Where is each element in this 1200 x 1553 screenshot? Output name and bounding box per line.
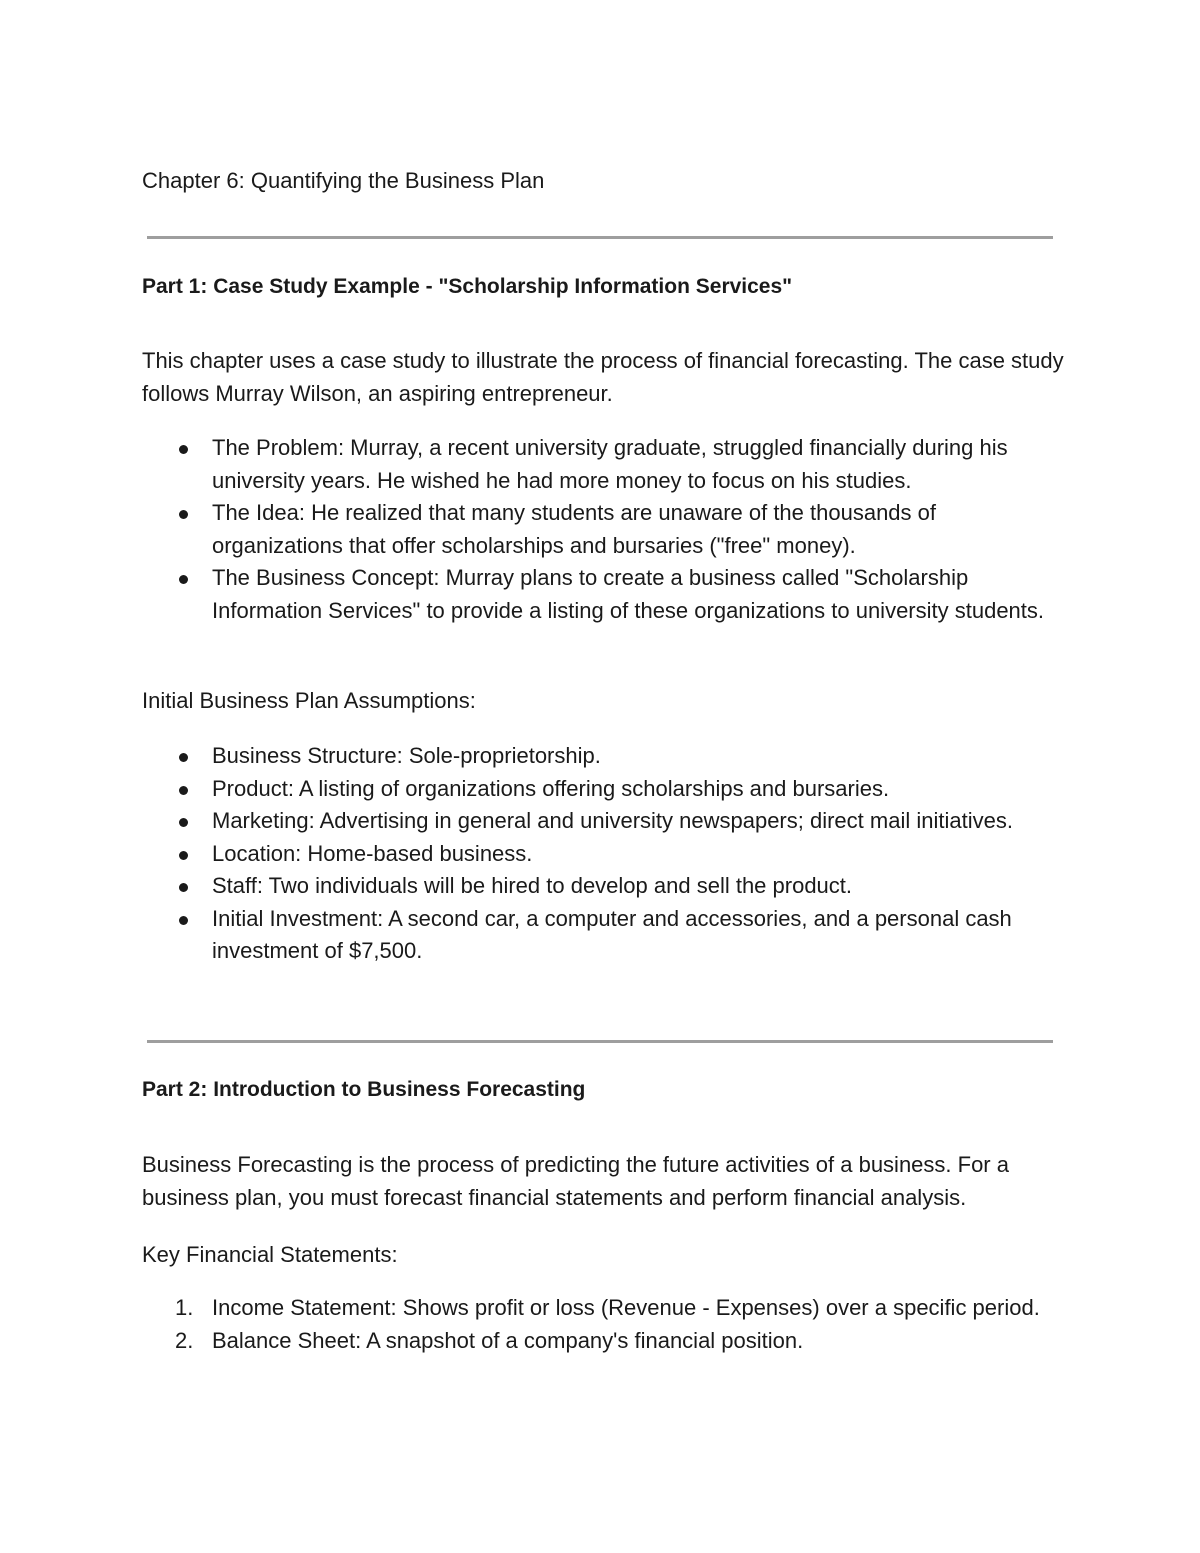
list-item: [175, 1292, 1072, 1325]
bullet-icon: [179, 445, 188, 454]
list-item: [212, 497, 1072, 562]
part-1-intro-paragraph: This chapter uses a case study to illustrate the process of financial forecasting. The case study follows Murray Wilson, an aspiring entrepreneur.: [142, 348, 1064, 406]
list-item-text: Product: A listing of organizations offering scholarships and bursaries.: [212, 775, 890, 801]
bullet-icon: [179, 575, 188, 584]
list-item: [212, 432, 1072, 497]
case-study-list: [212, 432, 1072, 627]
list-item-text: Staff: Two individuals will be hired to develop and sell the product.: [212, 873, 853, 898]
list-item: [212, 562, 1072, 627]
list-item-text: Business Structure: Sole-proprietorship.: [212, 743, 601, 768]
bullet-icon: [179, 818, 188, 827]
list-number: 2.: [175, 1327, 194, 1353]
list-item: [212, 740, 1072, 773]
bullet-icon: [179, 916, 188, 925]
part-1-heading: Part 1: Case Study Example - "Scholarship Information Services": [142, 275, 793, 298]
bullet-icon: [179, 753, 188, 762]
list-item-text: The Business Concept: Murray plans to create a business called "Scholarship Information Services" to provide a listing of these organizations to university students.: [212, 565, 1045, 623]
list-item-text: Initial Investment: A second car, a computer and accessories, and a personal cash investment of $7,500.: [212, 905, 1012, 963]
list-item: [212, 903, 1072, 968]
assumptions-list: [212, 740, 1072, 968]
list-item: [175, 1325, 1072, 1358]
list-item: [212, 805, 1072, 838]
list-item: [212, 838, 1072, 871]
list-item-text: Balance Sheet: A snapshot of a company's financial position.: [212, 1327, 804, 1353]
horizontal-divider: [147, 1040, 1053, 1043]
statements-label: Key Financial Statements:: [142, 1242, 398, 1267]
list-item-text: The Problem: Murray, a recent university graduate, struggled financially during his university years. He wished he had more money to focus on his studies.: [212, 435, 1008, 493]
part-2-heading: Part 2: Introduction to Business Forecasting: [142, 1078, 586, 1101]
assumptions-label: Initial Business Plan Assumptions:: [142, 688, 476, 713]
financial-statements-list: [175, 1292, 1072, 1357]
list-number: 1.: [175, 1295, 194, 1320]
list-item-text: Income Statement: Shows profit or loss (Revenue - Expenses) over a specific period.: [212, 1295, 1040, 1320]
bullet-icon: [179, 786, 188, 795]
list-item: [212, 870, 1072, 903]
bullet-icon: [179, 851, 188, 860]
bullet-icon: [179, 883, 188, 892]
bullet-icon: [179, 510, 188, 519]
list-item-text: The Idea: He realized that many students are unaware of the thousands of organizations that offer scholarships and bursaries ("free" money).: [212, 500, 937, 558]
horizontal-divider: [147, 236, 1053, 239]
list-item-text: Marketing: Advertising in general and university newspapers; direct mail initiatives.: [212, 808, 1013, 833]
list-item-text: Location: Home-based business.: [212, 840, 533, 866]
document-title: Chapter 6: Quantifying the Business Plan: [142, 168, 545, 193]
part-2-intro-paragraph: Business Forecasting is the process of predicting the future activities of a business. For a business plan, you must forecast financial statements and perform financial analysis.: [142, 1152, 1009, 1210]
list-item: [212, 773, 1072, 806]
